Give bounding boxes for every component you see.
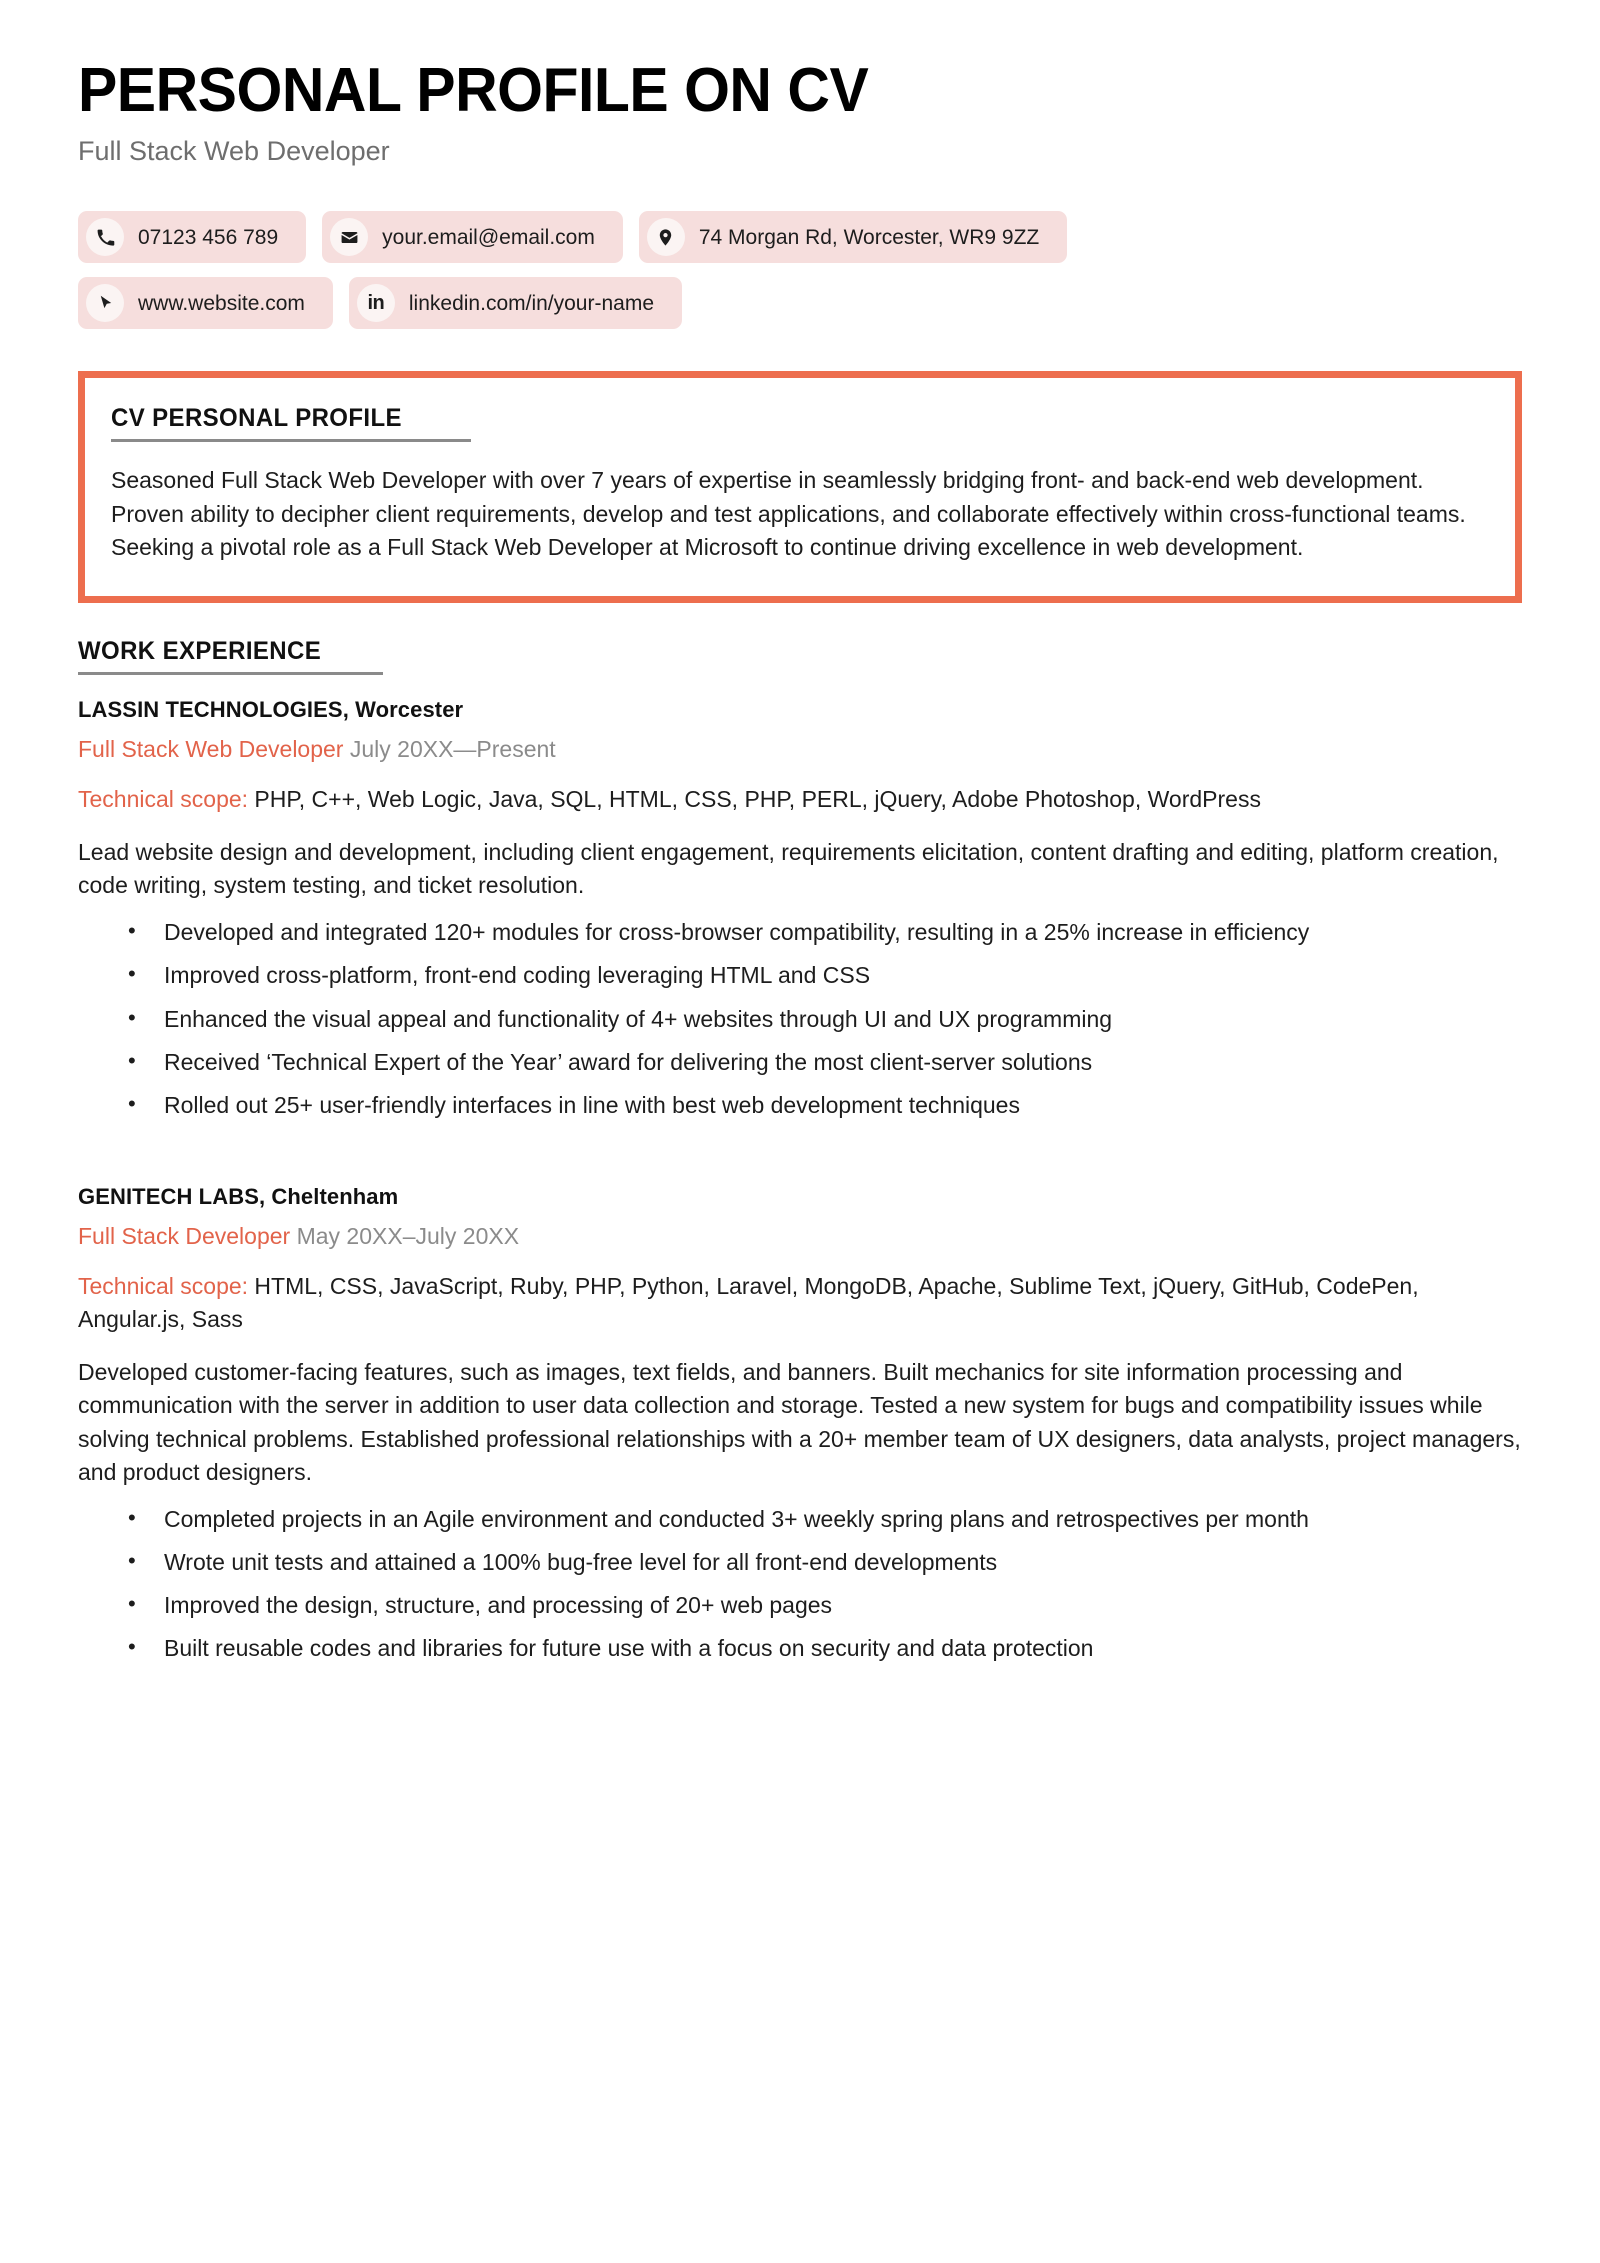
scope-label: Technical scope: [78, 1273, 249, 1300]
job-company: GENITECH LABS, Cheltenham [78, 1183, 399, 1209]
work-section-heading: WORK EXPERIENCE [78, 636, 322, 665]
job-bullet-list [78, 916, 1522, 1122]
page-title: PERSONAL PROFILE ON CV [78, 56, 869, 125]
contact-row-1 [78, 211, 1522, 263]
list-item: • Developed and integrated 120+ modules for cross-browser compatibility, resulting in a 25% increase in efficiency [156, 916, 1522, 949]
profile-highlight-box [78, 371, 1522, 602]
job-dates: May 20XX–July 20XX [296, 1222, 520, 1249]
profile-heading-rule [111, 439, 471, 442]
list-item: • Improved the design, structure, and processing of 20+ web pages [156, 1589, 1522, 1622]
envelope-icon [330, 218, 368, 256]
contact-row-2 [78, 277, 1522, 329]
job-technical-scope [78, 783, 1522, 816]
contact-badge-website[interactable] [78, 277, 333, 329]
scope-label: Technical scope: [78, 786, 249, 812]
scope-value: PHP, C++, Web Logic, Java, SQL, HTML, CSS, PHP, PERL, jQuery, Adobe Photoshop, WordPress [248, 786, 1261, 812]
contact-address-text: 74 Morgan Rd, Worcester, WR9 9ZZ [698, 225, 1040, 249]
contact-email-text: your.email@email.com [382, 225, 595, 249]
list-item: • Rolled out 25+ user-friendly interfaces in line with best web development techniques [156, 1089, 1522, 1122]
list-item: • Improved cross-platform, front-end coding leveraging HTML and CSS [156, 959, 1522, 992]
contact-badges [78, 211, 1522, 329]
cursor-icon [86, 284, 124, 322]
linkedin-glyph: in [367, 292, 385, 315]
job-role: Full Stack Web Developer [78, 735, 344, 762]
job-summary: Lead website design and development, including client engagement, requirements elicitation, content drafting and editing, platform creation, code writing, system testing, and ticket resolution. [78, 839, 1499, 899]
profile-body-text: Seasoned Full Stack Web Developer with over 7 years of expertise in seamlessly bridging front- and back-end web development. Proven ability to decipher client requirements, develop and test applications, and collaborate effectively within cross-functional teams. Seeking a pivotal role as a Full Stack Web Developer at Microsoft to continue driving excellence in web development. [111, 467, 1466, 560]
job-company: LASSIN TECHNOLOGIES, Worcester [78, 696, 464, 722]
job-spacer [78, 1156, 1522, 1184]
job-role: Full Stack Developer [78, 1222, 291, 1249]
list-item: • Received ‘Technical Expert of the Year’ award for delivering the most client-server solutions [156, 1046, 1522, 1079]
phone-icon [86, 218, 124, 256]
contact-website-text: www.website.com [138, 291, 305, 315]
job-bullet-list [78, 1503, 1522, 1665]
job-dates: July 20XX—Present [349, 735, 556, 762]
contact-linkedin-text: linkedin.com/in/your-name [408, 291, 654, 315]
list-item: • Enhanced the visual appeal and functionality of 4+ websites through UI and UX programming [156, 1003, 1522, 1036]
contact-badge-phone[interactable] [78, 211, 306, 263]
map-pin-icon [647, 218, 685, 256]
job-technical-scope [78, 1270, 1522, 1336]
list-item: • Built reusable codes and libraries for future use with a focus on security and data protection [156, 1632, 1522, 1665]
work-heading-rule [78, 672, 383, 675]
contact-badge-email[interactable] [322, 211, 623, 263]
job-entry [78, 1184, 1522, 1665]
list-item: • Completed projects in an Agile environment and conducted 3+ weekly spring plans and retrospectives per month [156, 1503, 1522, 1536]
list-item: • Wrote unit tests and attained a 100% bug-free level for all front-end developments [156, 1546, 1522, 1579]
profile-section-heading: CV PERSONAL PROFILE [111, 404, 402, 433]
contact-phone-text: 07123 456 789 [138, 225, 279, 249]
job-entry [78, 697, 1522, 1122]
linkedin-icon [357, 284, 395, 322]
contact-badge-linkedin[interactable] [349, 277, 682, 329]
job-role-line [78, 733, 1522, 765]
scope-value: HTML, CSS, JavaScript, Ruby, PHP, Python, Laravel, MongoDB, Apache, Sublime Text, jQuery, GitHub, CodePen, Angular.js, Sass [78, 1273, 1419, 1333]
job-summary: Developed customer-facing features, such as images, text fields, and banners. Built mechanics for site information processing and communication with the server in addition to user data collection and storage. Tested a new system for bugs and compatibility issues while solving technical problems. Established professional relationships with a 20+ member team of UX designers, data analysts, project managers, and product designers. [78, 1359, 1521, 1485]
contact-badge-address[interactable] [639, 211, 1067, 263]
job-role-line [78, 1220, 1522, 1252]
page-subtitle: Full Stack Web Developer [78, 136, 390, 167]
work-experience-section [78, 637, 1522, 1665]
